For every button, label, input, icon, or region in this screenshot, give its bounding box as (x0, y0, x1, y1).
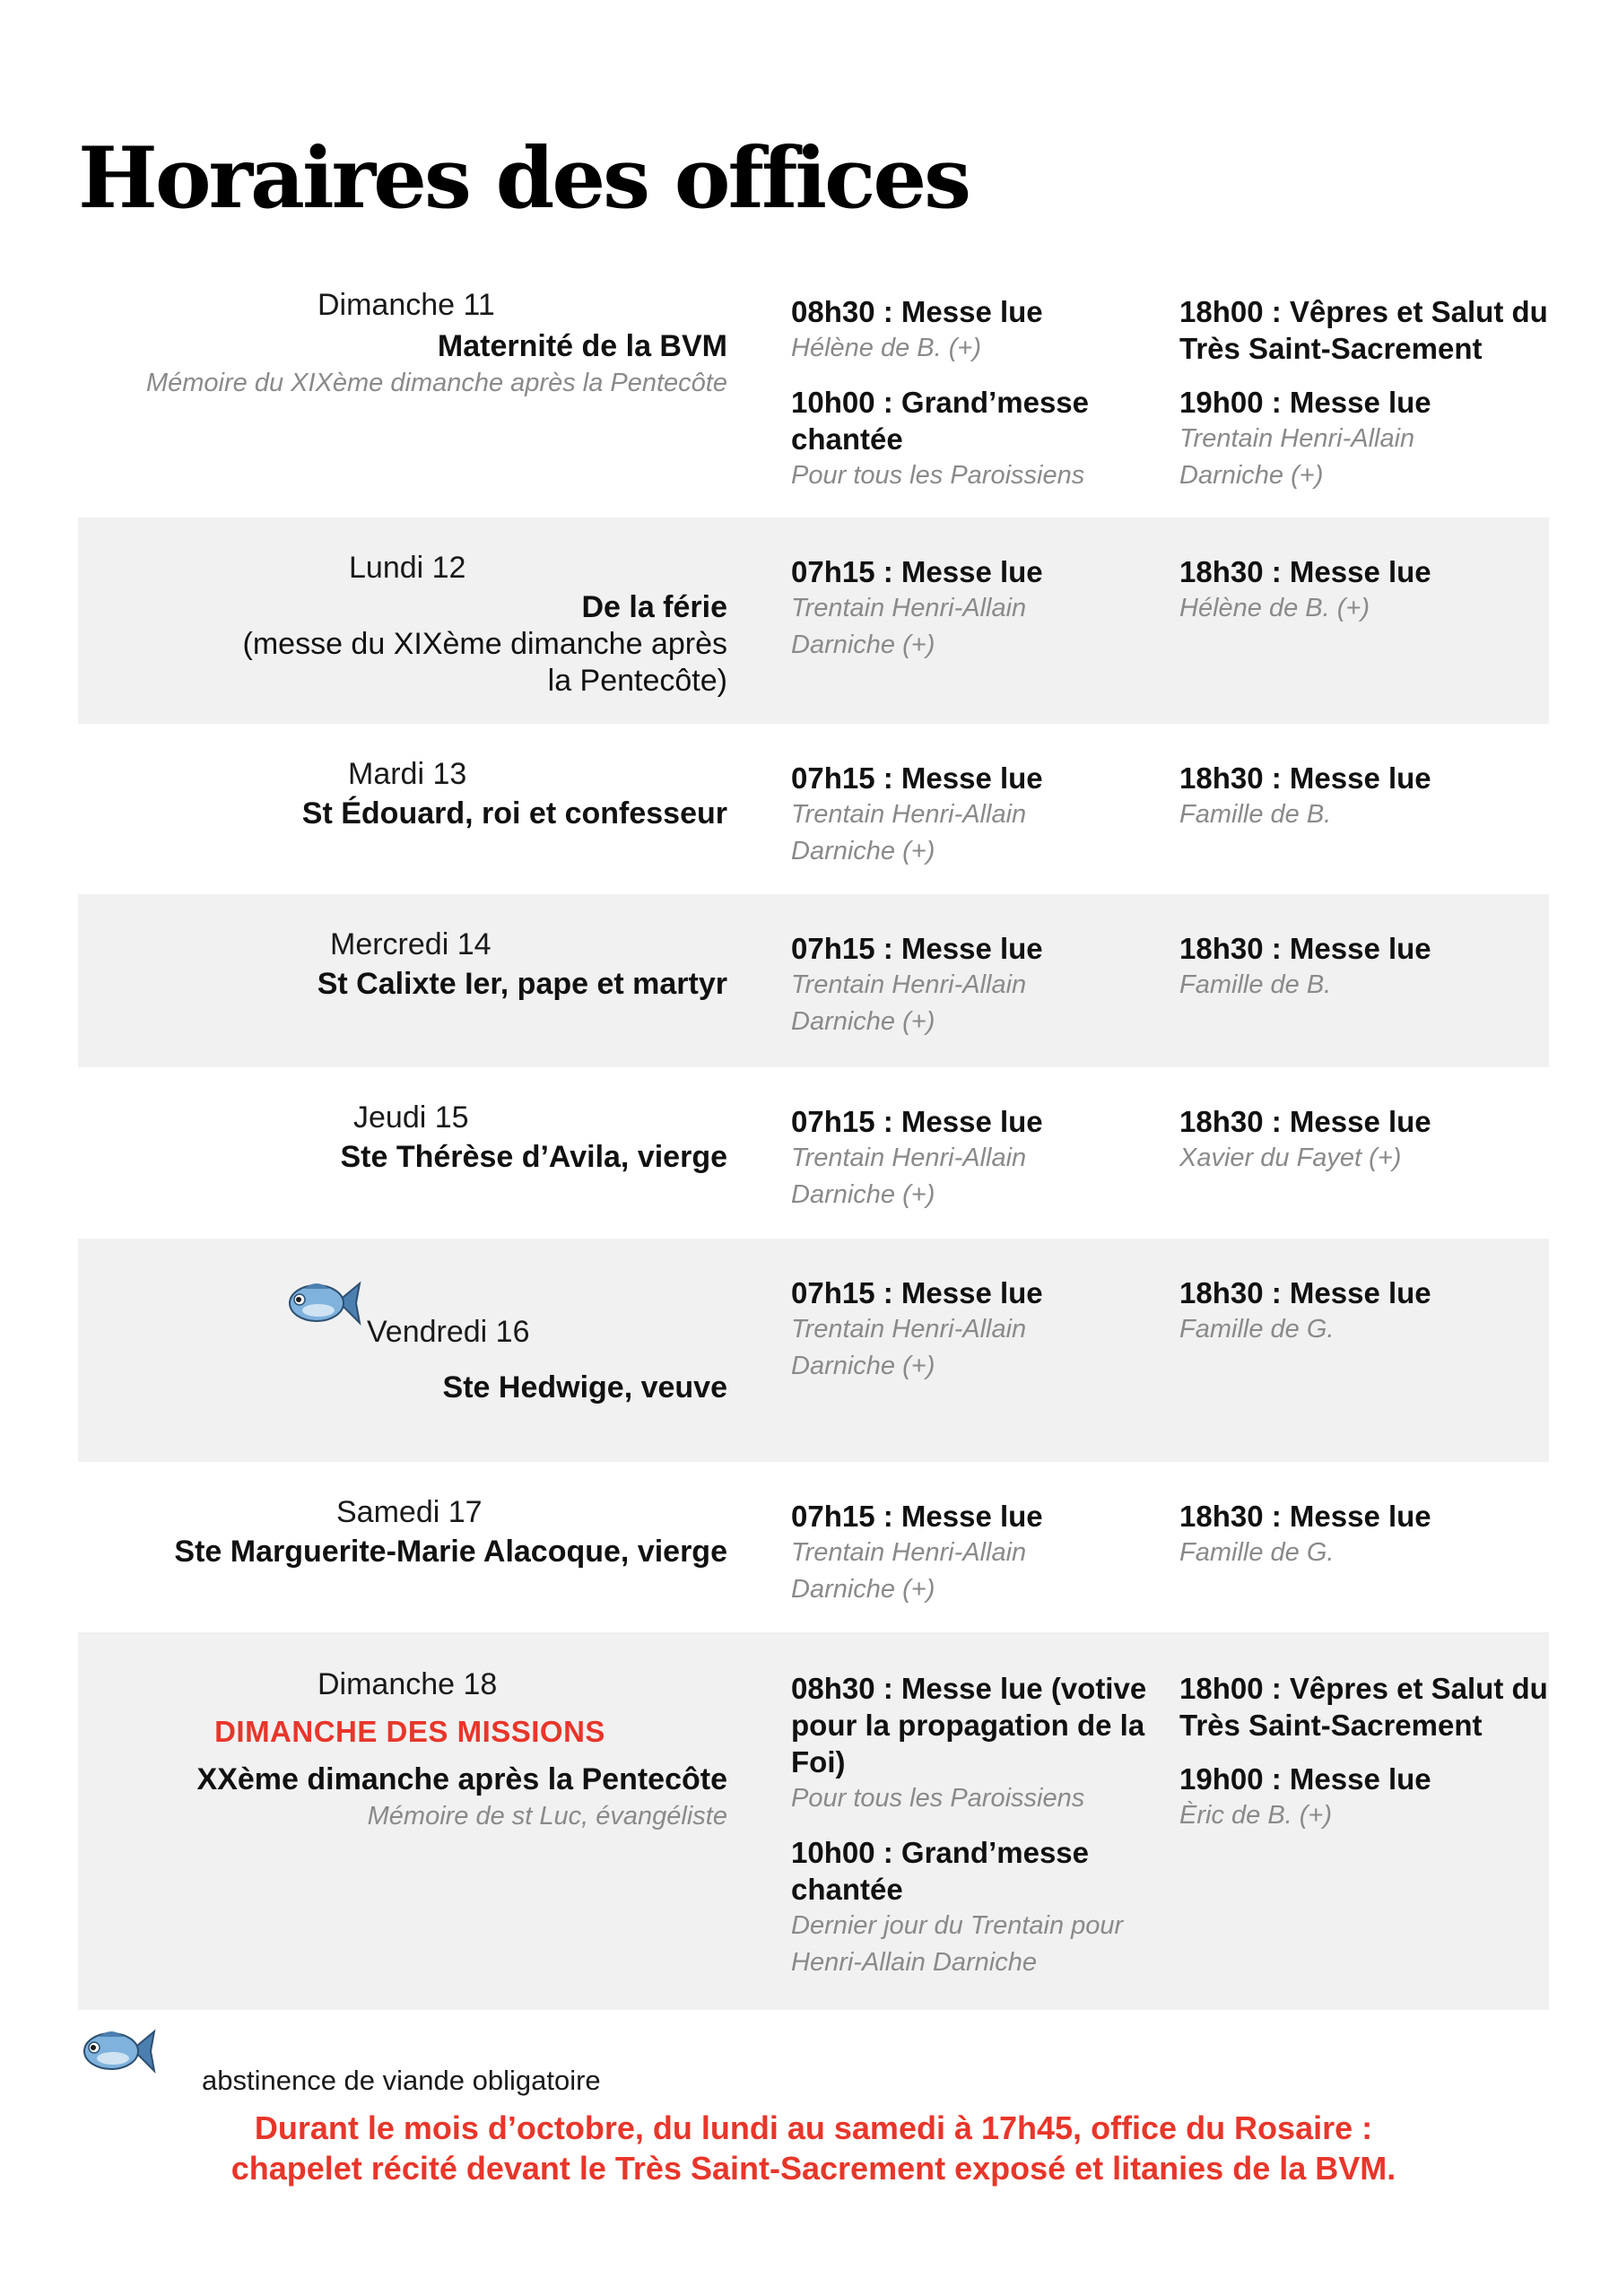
day-row-lundi-12 (78, 517, 1549, 724)
mass-intention: Trentain Henri-Allain Darniche (+) (791, 800, 1027, 865)
mass-time: 07h15 : Messe lue (791, 932, 1043, 965)
mass-time: 18h00 : Vêpres et Salut du Très Saint-Sacrement (1179, 1672, 1548, 1742)
day-name: Jeudi 15 (353, 1100, 469, 1135)
feast-title: Ste Hedwige, veuve (442, 1370, 727, 1405)
mass-time: 07h15 : Messe lue (791, 1276, 1043, 1309)
mass-time: 10h00 : Grand’messe chantée (791, 386, 1089, 456)
mass-entry (791, 1103, 1159, 1213)
day-name: Mercredi 14 (330, 927, 491, 961)
mass-entry (791, 930, 1159, 1040)
day-name: Lundi 12 (349, 551, 466, 585)
mass-time: 18h30 : Messe lue (1179, 1276, 1431, 1309)
evening-masses (1179, 1670, 1549, 1851)
day-name: Samedi 17 (336, 1495, 483, 1529)
evening-masses (1179, 1274, 1549, 1365)
day-row-mercredi-14 (78, 894, 1549, 1067)
mass-time: 07h15 : Messe lue (791, 761, 1043, 795)
feast-title: Ste Thérèse d’Avila, vierge (340, 1140, 727, 1174)
mass-entry (1179, 930, 1549, 1004)
mass-intention: Hélène de B. (+) (791, 334, 981, 362)
evening-masses (1179, 553, 1549, 644)
morning-masses (791, 1274, 1159, 1402)
mass-time: 18h30 : Messe lue (1179, 932, 1431, 965)
day-name: Dimanche 11 (318, 288, 495, 322)
mass-entry (791, 1670, 1159, 1817)
fish-icon (284, 1274, 361, 1332)
day-info (78, 796, 727, 832)
day-info (78, 328, 727, 401)
mass-time: 18h00 : Vêpres et Salut du Très Saint-Sacrement (1179, 295, 1548, 365)
mass-entry (1179, 1274, 1549, 1348)
day-row-samedi-17 (78, 1462, 1549, 1632)
morning-masses (791, 553, 1159, 681)
mass-time: 18h30 : Messe lue (1179, 1105, 1431, 1138)
mass-intention: Famille de B. (1179, 970, 1332, 999)
mass-intention: Trentain Henri-Allain Darniche (+) (1179, 424, 1415, 490)
mass-intention: Èric de B. (+) (1179, 1801, 1333, 1830)
mass-entry (1179, 1103, 1549, 1177)
feast-title: St Édouard, roi et confesseur (301, 796, 727, 831)
feast-detail: (messe du XIXème dimanche après la Pentecôte) (242, 627, 727, 698)
mass-time: 07h15 : Messe lue (791, 1500, 1043, 1533)
day-info (78, 1139, 727, 1176)
evening-masses (1179, 293, 1549, 511)
mass-entry (791, 384, 1159, 494)
day-info (78, 1534, 727, 1570)
mass-intention: Famille de G. (1179, 1538, 1335, 1567)
mass-time: 10h00 : Grand’messe chantée (791, 1836, 1089, 1906)
mass-intention: Famille de G. (1179, 1315, 1335, 1344)
mass-intention: Trentain Henri-Allain Darniche (+) (791, 594, 1027, 659)
day-row-dimanche-18 (78, 1632, 1549, 2010)
mass-time: 18h30 : Messe lue (1179, 555, 1431, 588)
day-name: Mardi 13 (348, 757, 467, 791)
day-name: Dimanche 18 (318, 1667, 498, 1701)
day-row-jeudi-15 (78, 1067, 1549, 1239)
mass-entry (791, 760, 1159, 870)
fish-icon (79, 2022, 156, 2080)
mass-entry (791, 1498, 1159, 1608)
mass-intention: Trentain Henri-Allain Darniche (+) (791, 970, 1027, 1036)
day-row-dimanche-11 (78, 284, 1549, 517)
evening-masses (1179, 760, 1549, 850)
feast-title: Ste Marguerite-Marie Alacoque, vierge (174, 1535, 727, 1569)
mass-intention: Trentain Henri-Allain Darniche (+) (791, 1144, 1027, 1209)
morning-masses (791, 1670, 1159, 1998)
mass-entry (1179, 384, 1549, 494)
mass-time: 18h30 : Messe lue (1179, 761, 1431, 795)
legend-label: abstinence de viande obligatoire (202, 2065, 601, 2096)
mass-intention: Trentain Henri-Allain Darniche (+) (791, 1315, 1027, 1380)
mass-intention: Xavier du Fayet (+) (1179, 1144, 1402, 1172)
rosary-notice (78, 2108, 1549, 2188)
feast-title: XXème dimanche après la Pentecôte (196, 1762, 727, 1796)
mass-time: 19h00 : Messe lue (1179, 386, 1431, 419)
mass-entry (1179, 1670, 1549, 1744)
feast-title: St Calixte Ier, pape et martyr (317, 967, 727, 1001)
day-info (78, 1370, 727, 1406)
mass-entry (791, 1274, 1159, 1385)
morning-masses (791, 760, 1159, 887)
notice-line: chapelet récité devant le Très Saint-Sacrement exposé et litanies de la BVM. (231, 2150, 1396, 2187)
morning-masses (791, 1103, 1159, 1231)
morning-masses (791, 1498, 1159, 1625)
evening-masses (1179, 1103, 1549, 1194)
feast-title: Maternité de la BVM (437, 329, 727, 363)
mass-time: 07h15 : Messe lue (791, 555, 1043, 588)
morning-masses (791, 930, 1159, 1057)
mass-intention: Famille de B. (1179, 800, 1332, 829)
mass-entry (1179, 553, 1549, 627)
morning-masses (791, 293, 1159, 511)
page-title: Horaires des offices (78, 129, 970, 228)
mass-time: 19h00 : Messe lue (1179, 1762, 1431, 1796)
mass-entry (791, 1834, 1159, 1981)
mass-intention: Dernier jour du Trentain pour Henri-Allain Darniche (791, 1911, 1124, 1977)
mass-intention: Pour tous les Paroissiens (791, 1784, 1085, 1813)
day-name: Vendredi 16 (367, 1315, 530, 1349)
mass-entry (1179, 760, 1549, 833)
mass-time: 08h30 : Messe lue (791, 295, 1043, 328)
mass-intention: Trentain Henri-Allain Darniche (+) (791, 1538, 1027, 1604)
mass-entry (791, 553, 1159, 664)
mass-intention: Hélène de B. (+) (1179, 594, 1370, 622)
evening-masses (1179, 930, 1549, 1021)
mass-time: 18h30 : Messe lue (1179, 1500, 1431, 1533)
schedule (78, 284, 1549, 2010)
feast-note: Mémoire de st Luc, évangéliste (367, 1802, 727, 1831)
mass-intention: Pour tous les Paroissiens (791, 461, 1085, 490)
day-info (78, 1761, 727, 1834)
mass-time: 08h30 : Messe lue (votive pour la propagation de la Foi) (791, 1672, 1147, 1779)
notice-line: Durant le mois d’octobre, du lundi au samedi à 17h45, office du Rosaire : (254, 2109, 1373, 2146)
day-row-mardi-13 (78, 724, 1549, 894)
mass-entry (791, 293, 1159, 367)
feast-title: De la férie (581, 590, 727, 624)
mass-entry (1179, 1761, 1549, 1834)
day-info (78, 966, 727, 1003)
day-row-vendredi-16 (78, 1239, 1549, 1462)
special-badge: DIMANCHE DES MISSIONS (214, 1715, 605, 1748)
mass-time: 07h15 : Messe lue (791, 1105, 1043, 1138)
mass-entry (1179, 1498, 1549, 1571)
mass-entry (1179, 293, 1549, 367)
evening-masses (1179, 1498, 1549, 1588)
feast-note: Mémoire du XIXème dimanche après la Pentecôte (145, 369, 727, 397)
day-info (78, 589, 727, 700)
